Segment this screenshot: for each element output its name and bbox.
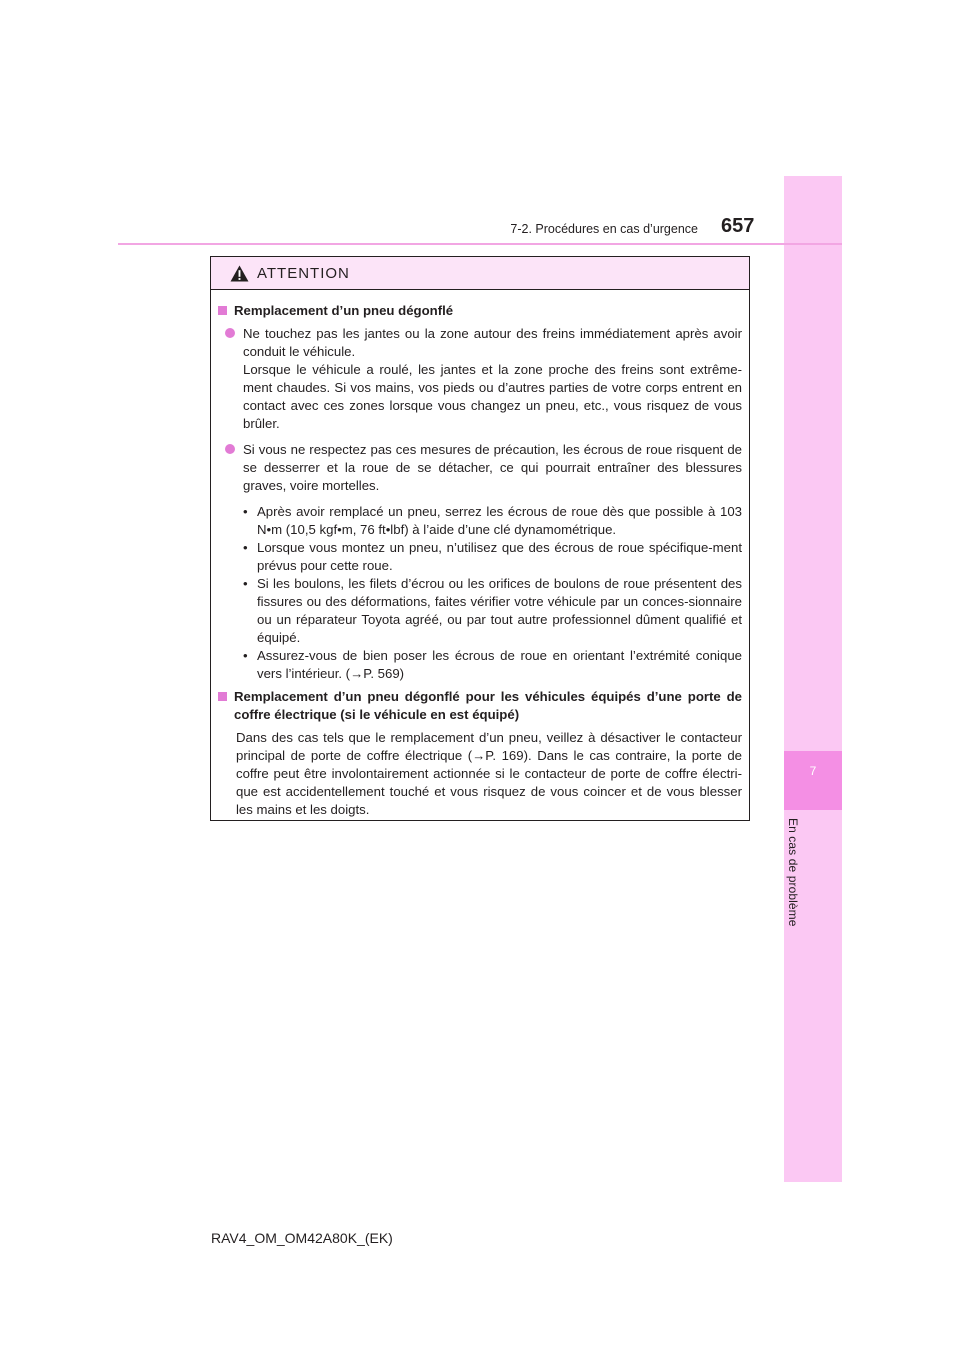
document-code: RAV4_OM_OM42A80K_(EK) bbox=[211, 1230, 393, 1246]
page-number: 657 bbox=[721, 215, 755, 237]
small-bullet-icon: • bbox=[243, 576, 248, 591]
circle-bullet-icon bbox=[225, 444, 235, 454]
section-paragraph: Dans des cas tels que le remplacement d’un pneu, veillez à désactiver le contacteur principal de porte de coffre électrique (→P. 169). Dans le cas contraire, la porte de coffre peut être involontairement actionnée si le contacteur de porte de coffre électri-que est accidentellement touché et vous risquez de vous coincer et de vous blesser les mains et les doigts. bbox=[236, 730, 742, 817]
list-item bbox=[243, 575, 742, 647]
small-bullet-icon: • bbox=[243, 648, 248, 663]
section-heading-text: Remplacement d’un pneu dégonflé pour les véhicules équipés d’une porte de coffre électrique (si le véhicule en est équipé) bbox=[234, 689, 742, 722]
warning-triangle-icon bbox=[230, 265, 249, 282]
small-bullet-icon: • bbox=[243, 504, 248, 519]
bullet-line: Ne touchez pas les jantes ou la zone autour des freins immédiatement après avoir conduit le véhicule. bbox=[243, 326, 742, 359]
list-item bbox=[243, 503, 742, 539]
section-heading bbox=[218, 302, 742, 320]
chapter-side-tab bbox=[784, 176, 842, 1182]
list-item-text: Si les boulons, les filets d’écrou ou les orifices de boulons de roue présentent des fissures ou des déformations, faites vérifier votre véhicule par un conces-sionnaire ou un réparateur Toyota agréé, ou par tout autre professionnel dûment qualifié et équipé. bbox=[257, 576, 742, 645]
bullet-text bbox=[243, 325, 742, 433]
chapter-tab-marker bbox=[784, 751, 842, 810]
caution-body bbox=[211, 290, 749, 819]
square-bullet-icon bbox=[218, 306, 227, 315]
section-title: 7-2. Procédures en cas d’urgence bbox=[510, 222, 698, 236]
list-item-text: Après avoir remplacé un pneu, serrez les écrous de roue dès que possible à 103 N•m (10,5 kgf•m, 76 ft•lbf) à l’aide d’une clé dynamométrique. bbox=[257, 504, 742, 537]
section-heading-text: Remplacement d’un pneu dégonflé bbox=[234, 303, 454, 318]
caution-box bbox=[210, 256, 750, 821]
bullet-item bbox=[225, 441, 742, 495]
sub-list bbox=[243, 503, 742, 683]
chapter-title: En cas de problème bbox=[786, 818, 800, 927]
square-bullet-icon bbox=[218, 692, 227, 701]
bullet-item bbox=[225, 325, 742, 433]
bullet-text: Si vous ne respectez pas ces mesures de précaution, les écrous de roue risquent de se desserrer et la roue de se détacher, ce qui pourrait entraîner des blessures graves, voire mortelles. bbox=[243, 442, 742, 493]
circle-bullet-icon bbox=[225, 328, 235, 338]
header-divider bbox=[118, 243, 842, 245]
bullet-line: Lorsque le véhicule a roulé, les jantes et la zone proche des freins sont extrême-ment chaudes. Si vos mains, vos pieds ou d’autres parties de votre corps entrent en contact avec ces zones lorsque vous changez un pneu, etc., vous risquez de vous brûler. bbox=[243, 362, 742, 431]
list-item bbox=[243, 647, 742, 683]
chapter-number: 7 bbox=[809, 764, 817, 778]
list-item-text: Lorsque vous montez un pneu, n’utilisez que des écrous de roue spécifique-ment prévus pour cette roue. bbox=[257, 540, 742, 573]
small-bullet-icon: • bbox=[243, 540, 248, 555]
caution-title: ATTENTION bbox=[257, 264, 350, 282]
list-item bbox=[243, 539, 742, 575]
section-heading bbox=[218, 688, 742, 724]
list-item-text: Assurez-vous de bien poser les écrous de roue en orientant l’extrémité conique vers l’intérieur. (→P. 569) bbox=[257, 648, 742, 681]
caution-header bbox=[211, 257, 749, 290]
